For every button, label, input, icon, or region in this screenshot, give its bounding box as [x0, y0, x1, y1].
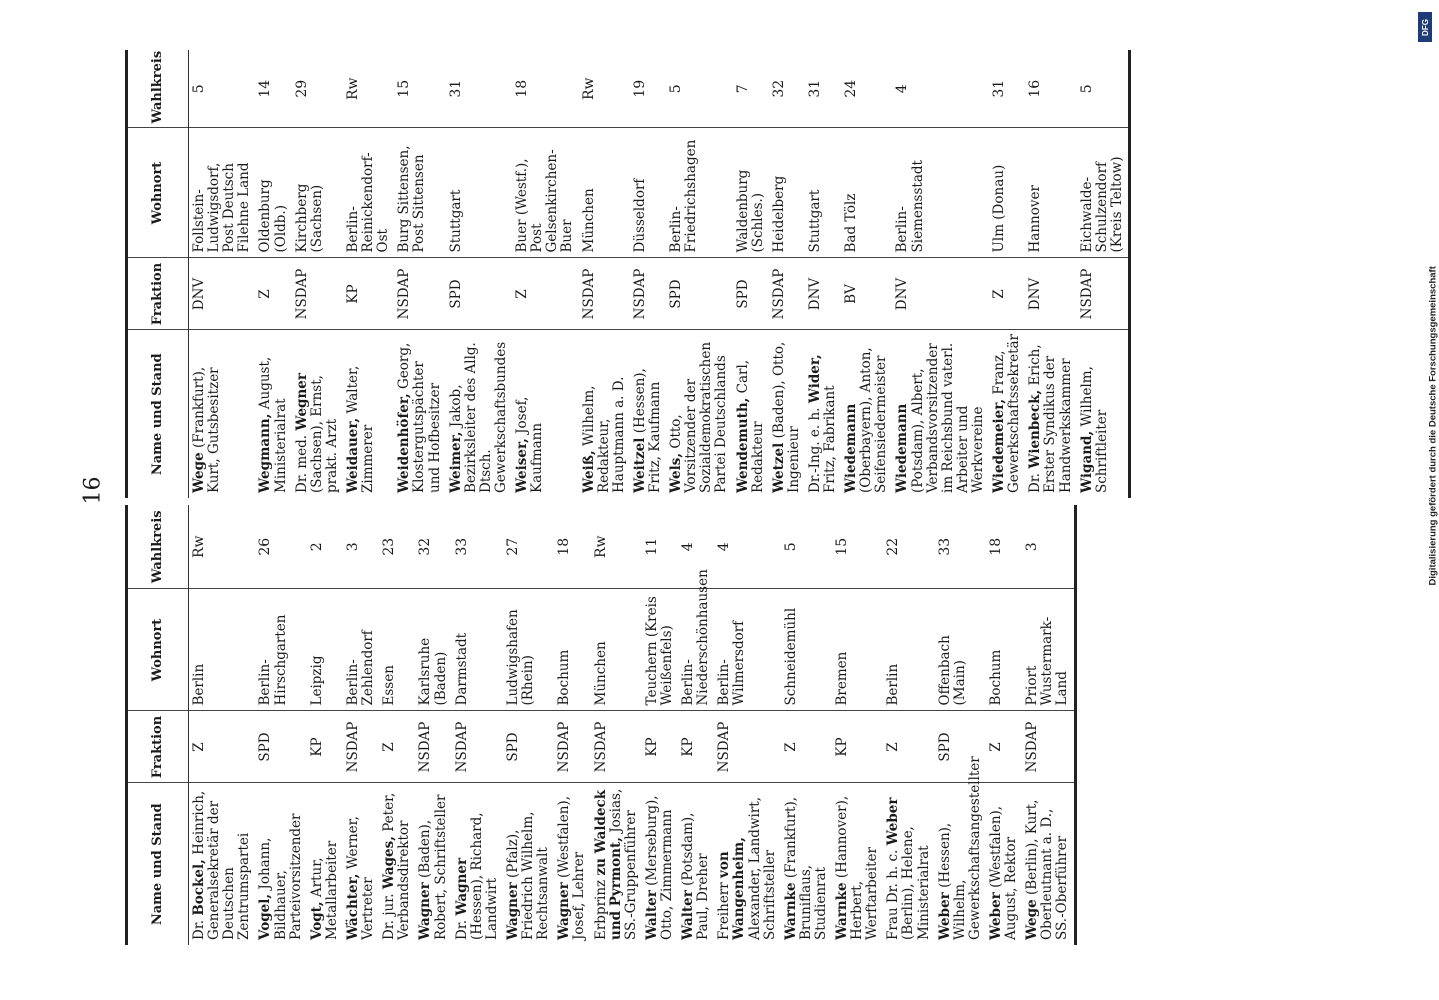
member-surname: Walter	[680, 890, 697, 940]
district-cell: 33	[935, 505, 986, 589]
table-row	[986, 505, 1022, 945]
member-details: (Hannover), Herbert, Werftarbeiter	[834, 795, 881, 940]
member-details: (Berlin), Helene, Ministerialrat	[900, 826, 932, 940]
member-details: (Westfalen), August, Rektor	[988, 805, 1020, 940]
fraction-cell: SPD	[503, 711, 554, 783]
member-details: Werner, Vertreter	[344, 816, 377, 940]
fraction-cell: KP	[642, 711, 678, 783]
fraction-cell: NSDAP	[1022, 711, 1075, 783]
member-name-cell	[714, 783, 780, 945]
fraction-cell: SPD	[666, 258, 732, 330]
table-row	[642, 505, 678, 945]
residence-cell: Berlin-Hirschgarten	[255, 589, 306, 711]
table-row	[883, 505, 934, 945]
table-row	[841, 50, 892, 498]
residence-cell: Berlin-Zehlendorf	[343, 589, 379, 711]
residence-cell: Bremen	[832, 589, 883, 711]
residence-cell: Oldenburg (Oldb.)	[255, 128, 291, 258]
member-name-cell	[415, 783, 451, 945]
member-surname: von Wangenheim,	[716, 837, 748, 940]
district-cell: 3	[1022, 505, 1075, 589]
district-cell: 14	[255, 50, 291, 128]
table-row	[989, 50, 1025, 498]
table-row	[503, 505, 554, 945]
residence-cell: Waldenburg (Schles.)	[733, 128, 769, 258]
member-name-cell	[255, 783, 306, 945]
left-table-body	[189, 505, 1076, 945]
district-cell: 4	[714, 505, 780, 589]
fraction-cell: KP	[832, 711, 883, 783]
member-name-cell	[642, 783, 678, 945]
table-row	[1077, 50, 1130, 498]
member-surname: Wiedemeier,	[991, 398, 1008, 493]
member-surname: Weber	[885, 797, 902, 846]
member-surname: Wels,	[668, 452, 685, 493]
district-cell: 11	[642, 505, 678, 589]
fraction-cell: DNV	[805, 258, 841, 330]
right-header-row	[127, 50, 189, 498]
table-row	[343, 505, 379, 945]
table-row	[769, 50, 805, 498]
member-surname: Wagner	[453, 857, 470, 916]
district-cell: 32	[415, 505, 451, 589]
member-surname: Wagner	[556, 882, 573, 940]
residence-cell: Bochum	[554, 589, 590, 711]
member-details: Georg, Klostergutspächter und Hofbesitzer	[396, 342, 443, 493]
residence-cell: Berlin	[189, 589, 256, 711]
residence-cell: Offenbach (Main)	[935, 589, 986, 711]
residence-cell: München	[591, 589, 642, 711]
district-cell: 32	[769, 50, 805, 128]
right-register-table	[125, 50, 1131, 498]
fraction-cell: Z	[379, 711, 415, 783]
table-row	[666, 50, 732, 498]
district-cell: 23	[379, 505, 415, 589]
name-prefix: Dr.	[453, 919, 470, 940]
district-cell: 26	[255, 505, 306, 589]
member-details: Johann, Bildhauer, Parteivorsitzender	[257, 813, 304, 940]
member-name-cell	[1077, 330, 1130, 498]
member-name-cell	[805, 330, 841, 498]
fraction-cell: NSDAP	[1077, 258, 1130, 330]
member-details: (Merseburg), Otto, Zimmermann	[643, 795, 675, 940]
district-cell: 31	[805, 50, 841, 128]
table-row	[714, 505, 780, 945]
table-row	[832, 505, 883, 945]
member-name-cell	[307, 783, 343, 945]
member-surname: Warnke	[834, 882, 851, 940]
district-cell: Rw	[591, 505, 642, 589]
left-header-row	[127, 505, 189, 945]
member-surname: Wächter,	[344, 873, 361, 940]
member-name-cell	[394, 330, 445, 498]
header-name: Name und Stand	[127, 330, 189, 498]
member-name-cell	[379, 783, 415, 945]
member-name-cell	[452, 783, 503, 945]
fraction-cell: NSDAP	[769, 258, 805, 330]
residence-cell: Ulm (Donau)	[989, 128, 1025, 258]
fraction-cell: Z	[883, 711, 934, 783]
district-cell: 18	[554, 505, 590, 589]
member-name-cell	[832, 783, 883, 945]
member-details: Wilhelm, Schriftleiter	[1078, 366, 1110, 493]
member-name-cell	[883, 783, 934, 945]
table-row	[591, 505, 642, 945]
fraction-cell: DNV	[1025, 258, 1076, 330]
member-details: Artur, Metallarbeiter	[308, 840, 340, 940]
member-details: (Westfalen), Josef, Lehrer	[556, 796, 588, 940]
header-residence: Wohnort	[127, 589, 189, 711]
member-details: Heinrich, Generalsekretär der Deutschen Zentrumspartei	[191, 790, 253, 940]
table-row	[733, 50, 769, 498]
fraction-cell: SPD	[733, 258, 769, 330]
member-details: Peter, Verbandsdirektor	[381, 792, 413, 940]
member-details: Alexander, Landwirt, Schriftsteller	[746, 797, 778, 940]
residence-cell: Bad Tölz	[841, 128, 892, 258]
residence-cell: Essen	[379, 589, 415, 711]
table-row	[512, 50, 578, 498]
member-details: (Potsdam), Albert, Verbandsvorsitzender im Reichsbund vaterl. Arbeiter und Werkvereine	[909, 342, 987, 493]
member-surname: zu Waldeck und Pyrmont,	[592, 789, 624, 940]
residence-cell: Ludwigshafen (Rhein)	[503, 589, 554, 711]
member-name-cell	[446, 330, 512, 498]
residence-cell: Darmstadt	[452, 589, 503, 711]
member-details: Carl, Redakteur	[734, 359, 766, 493]
district-cell: 31	[446, 50, 512, 128]
residence-cell: Stuttgart	[805, 128, 841, 258]
table-row	[630, 50, 666, 498]
member-name-cell	[292, 330, 343, 498]
name-prefix: Dr. med.	[293, 434, 310, 493]
member-surname: Weimer,	[447, 431, 464, 493]
fraction-cell: SPD	[935, 711, 986, 783]
member-surname: Weidauer,	[344, 417, 361, 493]
fraction-cell: KP	[678, 711, 714, 783]
district-cell: 4	[678, 505, 714, 589]
member-details: (Pfalz), Friedrich Wilhelm, Rechtsanwalt	[504, 811, 552, 940]
header-name: Name und Stand	[127, 783, 189, 945]
district-cell: 7	[733, 50, 769, 128]
table-row	[255, 50, 291, 498]
left-table-block	[125, 505, 1071, 945]
district-cell: 3	[343, 505, 379, 589]
table-row	[892, 50, 989, 498]
member-surname: Wiedemann	[894, 403, 911, 493]
table-row	[805, 50, 841, 498]
member-surname: Wigand,	[1078, 430, 1095, 493]
district-cell: 31	[989, 50, 1025, 128]
header-fraction: Fraktion	[127, 258, 189, 330]
residence-cell: Berlin-Wilmersdorf	[714, 589, 780, 711]
district-cell: 33	[452, 505, 503, 589]
table-row	[446, 50, 512, 498]
member-details: Franz, Gewerkschaftssekretär	[991, 333, 1023, 493]
fraction-cell: NSDAP	[579, 258, 630, 330]
fraction-cell: SPD	[446, 258, 512, 330]
member-surname: Weitzel	[631, 437, 648, 493]
fraction-cell: NSDAP	[394, 258, 445, 330]
residence-cell: Hannover	[1025, 128, 1076, 258]
residence-cell: Berlin	[883, 589, 934, 711]
residence-cell: Berlin-Friedrichshagen	[666, 128, 732, 258]
member-details: (Baden), Otto, Ingenieur	[770, 341, 802, 493]
district-cell: 5	[666, 50, 732, 128]
district-cell: 22	[883, 505, 934, 589]
district-cell: 24	[841, 50, 892, 128]
name-prefix: Freiherr	[716, 882, 733, 940]
member-name-cell	[733, 330, 769, 498]
residence-cell: Teuchern (Kreis Weißenfels)	[642, 589, 678, 711]
table-row	[189, 505, 256, 945]
member-surname: Wendemuth,	[734, 397, 751, 493]
member-details: Fritz, Fabrikant	[822, 385, 839, 493]
member-surname: Weidenhöfer,	[396, 393, 413, 493]
table-row	[379, 505, 415, 945]
header-fraction: Fraktion	[127, 711, 189, 783]
fraction-cell: NSDAP	[452, 711, 503, 783]
dfg-logo-text: DFG	[1420, 18, 1430, 36]
residence-cell: Kirchberg (Sachsen)	[292, 128, 343, 258]
table-row	[781, 505, 832, 945]
district-cell: Rw	[579, 50, 630, 128]
member-name-cell	[989, 330, 1025, 498]
member-name-cell	[343, 783, 379, 945]
table-row	[452, 505, 503, 945]
member-name-cell	[630, 330, 666, 498]
table-row	[255, 505, 306, 945]
member-surname: Wiedemann	[843, 403, 860, 493]
member-name-cell	[503, 783, 554, 945]
member-details: (Frankfurt), Bruniflaus, Studienrat	[782, 796, 829, 940]
member-name-cell	[1025, 330, 1076, 498]
fraction-cell: DNV	[892, 258, 989, 330]
district-cell: 4	[892, 50, 989, 128]
member-name-cell	[591, 783, 642, 945]
residence-cell: Follstein-Ludwigsdorf, Post Deutsch Filehne Land	[189, 128, 256, 258]
left-register-table	[125, 505, 1077, 945]
name-prefix: Dr. jur.	[381, 893, 398, 940]
table-row	[292, 50, 343, 498]
residence-cell: Priort Wustermark-Land	[1022, 589, 1075, 711]
fraction-cell: Z	[255, 258, 291, 330]
member-name-cell	[512, 330, 578, 498]
digitization-notice: Digitalisierung gefördert durch die Deutsche Forschungsgemeinschaft	[1427, 266, 1439, 586]
member-name-cell	[666, 330, 732, 498]
member-surname: Weiß,	[580, 450, 597, 493]
district-cell: 18	[512, 50, 578, 128]
member-name-cell	[255, 330, 291, 498]
residence-cell: Düsseldorf	[630, 128, 666, 258]
residence-cell: München	[579, 128, 630, 258]
right-table-body	[189, 50, 1130, 498]
member-name-cell	[892, 330, 989, 498]
member-surname: Wege	[191, 452, 207, 493]
residence-cell: Berlin-Niederschönhausen	[678, 589, 714, 711]
member-details: (Frankfurt), Kurt, Gutsbesitzer	[191, 366, 223, 493]
member-surname: Wegmann,	[257, 413, 274, 493]
member-name-cell	[841, 330, 892, 498]
fraction-cell: NSDAP	[714, 711, 780, 783]
member-details: (Oberbayern), Anton, Seifensiedermeister	[858, 347, 890, 493]
member-name-cell	[781, 783, 832, 945]
member-details: (Sachsen), Ernst, prakt. Arzt	[308, 375, 340, 493]
table-row	[935, 505, 986, 945]
fraction-cell: KP	[343, 258, 394, 330]
district-cell: 27	[503, 505, 554, 589]
fraction-cell: Z	[189, 711, 256, 783]
residence-cell: Berlin-Siemensstadt	[892, 128, 989, 258]
member-surname: Weber	[936, 892, 953, 940]
fraction-cell: Z	[781, 711, 832, 783]
residence-cell: Leipzig	[307, 589, 343, 711]
member-name-cell	[189, 330, 256, 498]
fraction-cell: Z	[512, 258, 578, 330]
member-details: Otto, Vorsitzender der Sozialdemokratischen Partei Deutschlands	[668, 341, 730, 493]
residence-cell: Berlin-Reinickendorf-Ost	[343, 128, 394, 258]
fraction-cell: NSDAP	[343, 711, 379, 783]
residence-cell: Schneidemühl	[781, 589, 832, 711]
member-name-cell	[769, 330, 805, 498]
district-cell: 5	[781, 505, 832, 589]
member-details: August, Ministerialrat	[257, 356, 289, 493]
table-row	[189, 50, 256, 498]
member-surname: Weiser,	[514, 438, 531, 493]
member-surname: Vogel,	[257, 893, 274, 940]
fraction-cell: Z	[986, 711, 1022, 783]
header-district: Wahlkreis	[127, 505, 189, 589]
residence-cell: Burg Sittensen, Post Sittensen	[394, 128, 445, 258]
member-surname: Weber	[988, 892, 1005, 940]
header-district: Wahlkreis	[127, 50, 189, 128]
member-details: (Potsdam), Paul, Dreher	[680, 812, 712, 940]
residence-cell: Heidelberg	[769, 128, 805, 258]
member-surname: Warnke	[782, 882, 799, 940]
residence-cell: Eichwalde-Schulzendorf (Kreis Teltow)	[1077, 128, 1130, 258]
residence-cell: Buer (Westf.), Post Gelsenkirchen-Buer	[512, 128, 578, 258]
fraction-cell: SPD	[255, 711, 306, 783]
fraction-cell: NSDAP	[415, 711, 451, 783]
name-prefix: Dr.	[1027, 472, 1044, 493]
district-cell: 16	[1025, 50, 1076, 128]
member-surname: Wetzel	[770, 442, 787, 493]
member-surname: Wider,	[806, 354, 823, 404]
fraction-cell: NSDAP	[292, 258, 343, 330]
dfg-logo	[1418, 12, 1432, 42]
member-name-cell	[343, 330, 394, 498]
district-cell: 15	[832, 505, 883, 589]
member-name-cell	[1022, 783, 1075, 945]
residence-cell: Bochum	[986, 589, 1022, 711]
table-row	[415, 505, 451, 945]
name-prefix: Frau Dr. h. c.	[885, 849, 902, 940]
district-cell: 18	[986, 505, 1022, 589]
member-surname: Wegner	[293, 372, 310, 431]
member-surname: Bockel,	[191, 859, 207, 916]
member-surname: Wages,	[381, 836, 398, 890]
district-cell: 19	[630, 50, 666, 128]
member-details: Erich, Erster Syndikus der Handwerkskammer	[1027, 344, 1074, 493]
member-surname: Vogt,	[308, 901, 325, 940]
fraction-cell: BV	[841, 258, 892, 330]
member-name-cell	[986, 783, 1022, 945]
member-details: Wilhelm, Redakteur, Hauptmann a. D.	[580, 376, 627, 493]
name-prefix: Erbprinz	[592, 879, 609, 940]
member-surname: Wagner	[417, 882, 434, 940]
member-details: (Berlin), Kurt, Oberleutnant a. D., SS.-Oberführer	[1024, 799, 1071, 940]
member-surname: Wagner	[504, 882, 521, 940]
member-details: (Hessen), Fritz, Kaufmann	[631, 368, 663, 493]
right-table-block	[125, 50, 1300, 498]
table-row	[678, 505, 714, 945]
table-row	[579, 50, 630, 498]
district-cell: 29	[292, 50, 343, 128]
district-cell: 5	[1077, 50, 1130, 128]
fraction-cell: NSDAP	[554, 711, 590, 783]
district-cell: 2	[307, 505, 343, 589]
member-name-cell	[554, 783, 590, 945]
table-row	[343, 50, 394, 498]
member-details: Jakob, Bezirksleiter des Allg. Dtsch. Gewerkschaftsbundes	[447, 341, 509, 493]
member-details: Josef, Kaufmann	[514, 396, 546, 493]
table-row	[1022, 505, 1075, 945]
district-cell: Rw	[343, 50, 394, 128]
table-row	[1025, 50, 1076, 498]
residence-cell: Stuttgart	[446, 128, 512, 258]
fraction-cell: KP	[307, 711, 343, 783]
fraction-cell: DNV	[189, 258, 256, 330]
page-number: 16	[80, 476, 106, 505]
residence-cell: Karlsruhe (Baden)	[415, 589, 451, 711]
member-name-cell	[189, 783, 256, 945]
table-row	[394, 50, 445, 498]
member-name-cell	[579, 330, 630, 498]
member-name-cell	[678, 783, 714, 945]
district-cell: Rw	[189, 505, 256, 589]
fraction-cell: NSDAP	[630, 258, 666, 330]
member-details: Josias, SS.-Gruppenführer	[607, 788, 639, 940]
table-row	[307, 505, 343, 945]
member-details: (Hessen), Wilhelm, Gewerkschaftsangestellter	[936, 756, 983, 940]
district-cell: 15	[394, 50, 445, 128]
member-surname: Wege	[1024, 899, 1041, 940]
fraction-cell: NSDAP	[591, 711, 642, 783]
member-surname: Walter	[643, 890, 660, 940]
table-row	[554, 505, 590, 945]
district-cell: 5	[189, 50, 256, 128]
member-name-cell	[935, 756, 986, 945]
member-details: (Baden), Robert, Schriftsteller	[417, 794, 449, 940]
fraction-cell: Z	[989, 258, 1025, 330]
member-details: Walter, Zimmerer	[344, 365, 377, 493]
member-surname: Wienbeck,	[1027, 389, 1044, 469]
name-prefix: Dr.	[191, 919, 207, 940]
member-details: (Hessen), Richard, Landwirt	[468, 812, 500, 940]
name-prefix: Dr.-Ing. e. h.	[806, 407, 823, 493]
header-residence: Wohnort	[127, 128, 189, 258]
